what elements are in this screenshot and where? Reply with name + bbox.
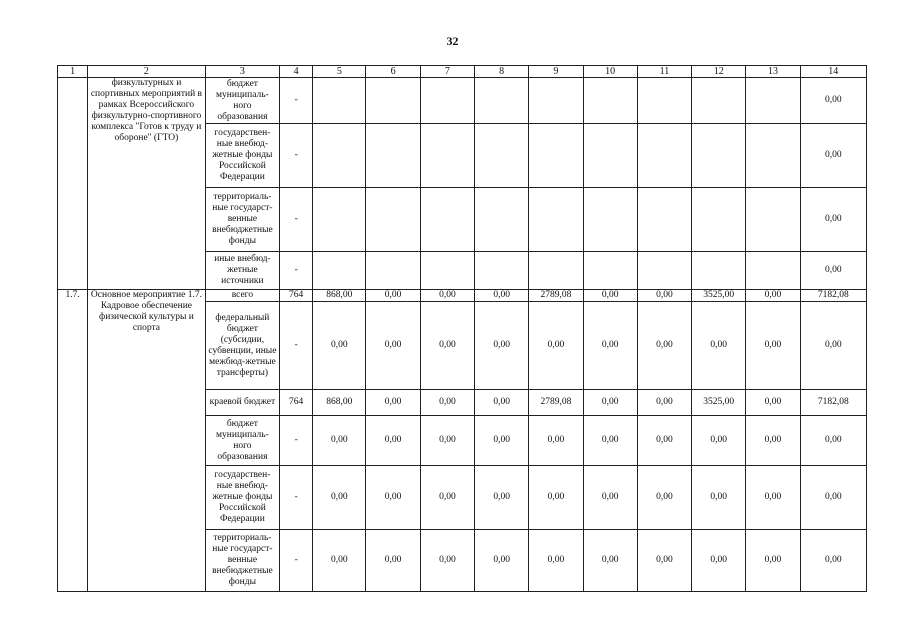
row-index: 1.7. bbox=[58, 290, 88, 592]
value-cell: - bbox=[280, 302, 313, 390]
value-cell bbox=[420, 78, 474, 124]
value-cell: 0,00 bbox=[475, 390, 529, 416]
funding-source: государствен-ные внебюд-жетные фонды Российской Федерации bbox=[205, 124, 279, 188]
value-cell bbox=[746, 124, 800, 188]
value-cell: - bbox=[280, 466, 313, 530]
value-cell: 0,00 bbox=[637, 530, 691, 592]
value-cell: 0,00 bbox=[420, 466, 474, 530]
value-cell: 0,00 bbox=[692, 530, 746, 592]
value-cell: 0,00 bbox=[583, 302, 637, 390]
value-cell: 0,00 bbox=[746, 302, 800, 390]
value-cell: 0,00 bbox=[583, 466, 637, 530]
value-cell bbox=[583, 252, 637, 290]
value-cell: 0,00 bbox=[475, 530, 529, 592]
value-cell bbox=[313, 78, 366, 124]
value-cell: 3525,00 bbox=[692, 290, 746, 302]
value-cell: 0,00 bbox=[313, 530, 366, 592]
funding-source: краевой бюджет bbox=[205, 390, 279, 416]
value-cell bbox=[475, 252, 529, 290]
value-cell: 3525,00 bbox=[692, 390, 746, 416]
value-cell: 764 bbox=[280, 390, 313, 416]
value-cell bbox=[692, 188, 746, 252]
value-cell: 2789,08 bbox=[529, 290, 583, 302]
value-cell: 0,00 bbox=[692, 466, 746, 530]
value-cell: 0,00 bbox=[583, 390, 637, 416]
value-cell bbox=[746, 252, 800, 290]
value-cell: 0,00 bbox=[637, 416, 691, 466]
column-header: 8 bbox=[475, 66, 529, 78]
value-cell: 0,00 bbox=[529, 530, 583, 592]
value-cell: 7182,08 bbox=[800, 390, 866, 416]
value-cell: 7182,08 bbox=[800, 290, 866, 302]
value-cell: 0,00 bbox=[420, 390, 474, 416]
value-cell: 0,00 bbox=[583, 530, 637, 592]
budget-table bbox=[57, 65, 867, 592]
value-cell: 0,00 bbox=[313, 302, 366, 390]
funding-source: федеральный бюджет (субсидии, субвенции, иные межбюд-жетные трансферты) bbox=[205, 302, 279, 390]
value-cell: 0,00 bbox=[746, 390, 800, 416]
column-header: 9 bbox=[529, 66, 583, 78]
value-cell: 0,00 bbox=[366, 466, 420, 530]
value-cell bbox=[637, 124, 691, 188]
value-cell bbox=[366, 188, 420, 252]
value-cell bbox=[637, 78, 691, 124]
value-cell: - bbox=[280, 530, 313, 592]
value-cell bbox=[529, 188, 583, 252]
funding-source: бюджет муниципаль-ного образования bbox=[205, 416, 279, 466]
value-cell: 0,00 bbox=[800, 530, 866, 592]
value-cell: 0,00 bbox=[529, 416, 583, 466]
value-cell: 0,00 bbox=[475, 290, 529, 302]
column-header: 3 bbox=[205, 66, 279, 78]
value-cell: 0,00 bbox=[475, 416, 529, 466]
value-cell: 0,00 bbox=[475, 302, 529, 390]
value-cell bbox=[366, 124, 420, 188]
funding-source: государствен-ные внебюд-жетные фонды Российской Федерации bbox=[205, 466, 279, 530]
value-cell: 0,00 bbox=[366, 290, 420, 302]
value-cell: 0,00 bbox=[800, 124, 866, 188]
value-cell bbox=[692, 78, 746, 124]
value-cell bbox=[366, 252, 420, 290]
value-cell: - bbox=[280, 78, 313, 124]
value-cell: 0,00 bbox=[800, 252, 866, 290]
value-cell: 0,00 bbox=[692, 302, 746, 390]
value-cell bbox=[475, 188, 529, 252]
page-number: 32 bbox=[446, 34, 459, 48]
column-header: 13 bbox=[746, 66, 800, 78]
value-cell: 0,00 bbox=[637, 302, 691, 390]
value-cell: - bbox=[280, 188, 313, 252]
funding-source: всего bbox=[205, 290, 279, 302]
value-cell: 868,00 bbox=[313, 290, 366, 302]
column-header: 1 bbox=[58, 66, 88, 78]
value-cell: 0,00 bbox=[746, 290, 800, 302]
value-cell: 0,00 bbox=[313, 416, 366, 466]
value-cell: 0,00 bbox=[692, 416, 746, 466]
measure-name: Основное мероприятие 1.7. Кадровое обеспечение физической культуры и спорта bbox=[88, 290, 206, 592]
value-cell bbox=[637, 188, 691, 252]
value-cell: 0,00 bbox=[529, 466, 583, 530]
column-header: 14 bbox=[800, 66, 866, 78]
table-row bbox=[58, 78, 867, 124]
value-cell bbox=[529, 252, 583, 290]
value-cell bbox=[420, 188, 474, 252]
value-cell: 0,00 bbox=[366, 416, 420, 466]
value-cell bbox=[746, 78, 800, 124]
value-cell bbox=[366, 78, 420, 124]
value-cell: 0,00 bbox=[420, 302, 474, 390]
value-cell: 0,00 bbox=[475, 466, 529, 530]
value-cell bbox=[475, 78, 529, 124]
column-header: 7 bbox=[420, 66, 474, 78]
value-cell: 0,00 bbox=[583, 290, 637, 302]
value-cell bbox=[637, 252, 691, 290]
value-cell bbox=[583, 78, 637, 124]
value-cell bbox=[583, 124, 637, 188]
funding-source: иные внебюд-жетные источники bbox=[205, 252, 279, 290]
column-header: 2 bbox=[88, 66, 206, 78]
column-header: 10 bbox=[583, 66, 637, 78]
value-cell bbox=[420, 124, 474, 188]
value-cell: 0,00 bbox=[746, 466, 800, 530]
row-index bbox=[58, 78, 88, 290]
value-cell bbox=[313, 188, 366, 252]
value-cell: 0,00 bbox=[529, 302, 583, 390]
value-cell: 764 bbox=[280, 290, 313, 302]
value-cell: 0,00 bbox=[366, 302, 420, 390]
value-cell: - bbox=[280, 124, 313, 188]
value-cell bbox=[420, 252, 474, 290]
value-cell bbox=[692, 124, 746, 188]
value-cell bbox=[583, 188, 637, 252]
value-cell bbox=[529, 124, 583, 188]
value-cell: 0,00 bbox=[800, 466, 866, 530]
value-cell bbox=[692, 252, 746, 290]
value-cell bbox=[313, 252, 366, 290]
table-row bbox=[58, 290, 867, 302]
value-cell: 0,00 bbox=[746, 416, 800, 466]
value-cell: 0,00 bbox=[420, 290, 474, 302]
value-cell: 0,00 bbox=[420, 416, 474, 466]
value-cell: 0,00 bbox=[746, 530, 800, 592]
value-cell: 0,00 bbox=[313, 466, 366, 530]
value-cell: 0,00 bbox=[800, 188, 866, 252]
value-cell: 0,00 bbox=[366, 390, 420, 416]
value-cell: 0,00 bbox=[637, 290, 691, 302]
funding-source: территориаль-ные государст-венные внебюджетные фонды bbox=[205, 188, 279, 252]
value-cell: 868,00 bbox=[313, 390, 366, 416]
value-cell: - bbox=[280, 416, 313, 466]
column-header: 12 bbox=[692, 66, 746, 78]
value-cell: 0,00 bbox=[800, 416, 866, 466]
value-cell: 0,00 bbox=[800, 78, 866, 124]
value-cell: 0,00 bbox=[583, 416, 637, 466]
measure-name: физкультурных и спортивных мероприятий в рамках Всероссийского физкультурно-спортивного комплекса "Готов к труду и обороне" (ГТО) bbox=[88, 78, 206, 290]
value-cell: 0,00 bbox=[637, 390, 691, 416]
value-cell: 0,00 bbox=[800, 302, 866, 390]
column-header: 6 bbox=[366, 66, 420, 78]
column-header: 4 bbox=[280, 66, 313, 78]
value-cell bbox=[313, 124, 366, 188]
funding-source: территориаль-ные государст-венные внебюджетные фонды bbox=[205, 530, 279, 592]
funding-source: бюджет муниципаль-ного образования bbox=[205, 78, 279, 124]
value-cell: 0,00 bbox=[420, 530, 474, 592]
column-header: 5 bbox=[313, 66, 366, 78]
value-cell bbox=[475, 124, 529, 188]
value-cell bbox=[746, 188, 800, 252]
value-cell: 0,00 bbox=[637, 466, 691, 530]
value-cell bbox=[529, 78, 583, 124]
value-cell: 0,00 bbox=[366, 530, 420, 592]
header-row bbox=[58, 66, 867, 78]
column-header: 11 bbox=[637, 66, 691, 78]
value-cell: 2789,08 bbox=[529, 390, 583, 416]
value-cell: - bbox=[280, 252, 313, 290]
